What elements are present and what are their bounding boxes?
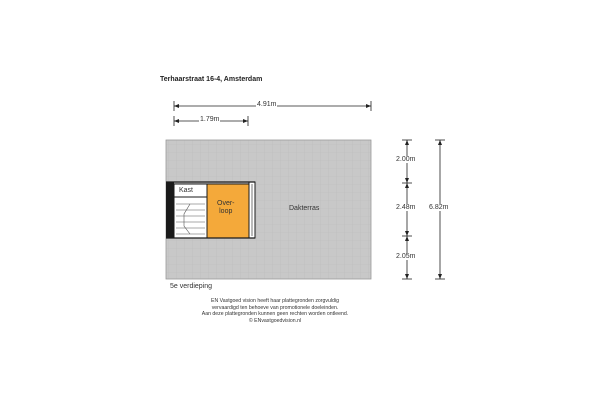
overloop-label — [217, 200, 235, 216]
disclaimer — [150, 298, 400, 324]
disclaimer-line: EN Vastgoed vision heeft haar plattegronden zorgvuldig — [211, 298, 339, 304]
stair-width-label: 1.79m — [200, 116, 220, 123]
disclaimer-line: Aan deze plattegronden kunnen geen rechten worden ontleend. — [201, 311, 349, 318]
total-depth-label: 6.82m — [429, 204, 449, 211]
total-width-label: 4.91m — [257, 101, 277, 108]
overloop-label-line1: Over- — [217, 200, 235, 207]
stair-core-wall — [166, 182, 174, 238]
depth-top-label: 2.00m — [396, 156, 416, 163]
overloop-label-line2: loop — [219, 208, 233, 215]
stair-area — [174, 197, 207, 238]
disclaimer-line: vervaardigd ten behoeve van promotionele doeleinden. — [211, 304, 339, 311]
depth-bottom-label: 2.05m — [396, 253, 416, 260]
plan-title: Terhaarstraat 16-4, Amsterdam — [160, 76, 263, 83]
kast-label: Kast — [179, 187, 194, 194]
depth-mid-label: 2.48m — [396, 204, 416, 211]
floor-label: 5e verdieping — [170, 283, 213, 290]
dakterras-label: Dakterras — [289, 205, 320, 212]
copyright-line: © ENvastgoedvision.nl — [248, 317, 302, 324]
